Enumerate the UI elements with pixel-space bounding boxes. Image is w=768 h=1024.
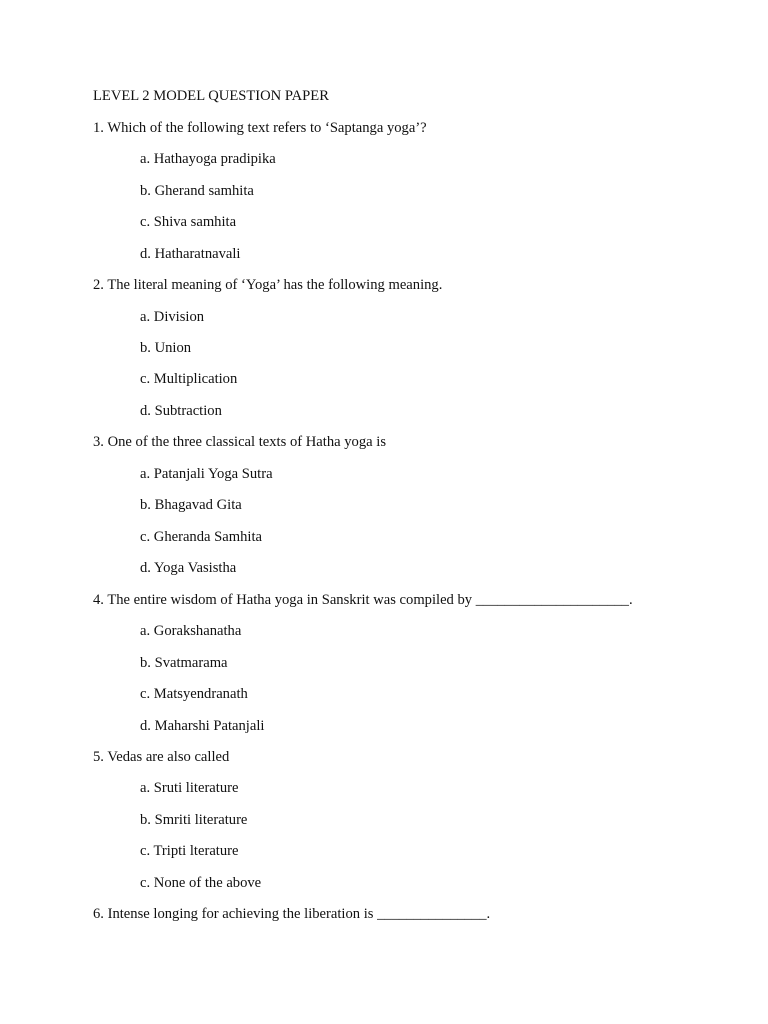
question-4-option-d: d. Maharshi Patanjali [140,718,265,734]
question-4-option-b: b. Svatmarama [140,655,228,671]
question-3-option-b: b. Bhagavad Gita [140,497,242,513]
question-5-option-d: c. None of the above [140,875,262,891]
question-3-option-a: a. Patanjali Yoga Sutra [140,466,273,482]
question-1-option-c: c. Shiva samhita [140,214,237,230]
question-3-option-d: d. Yoga Vasistha [140,560,237,576]
question-5-option-c: c. Tripti lterature [140,843,239,859]
question-1-option-b: b. Gherand samhita [140,183,254,199]
question-5: 5. Vedas are also called [93,749,230,765]
question-2-option-a: a. Division [140,309,205,325]
question-3-option-c: c. Gheranda Samhita [140,529,262,545]
question-3: 3. One of the three classical texts of Hatha yoga is [93,434,386,450]
question-5-option-b: b. Smriti literature [140,812,248,828]
question-1: 1. Which of the following text refers to ‘Saptanga yoga’? [93,120,427,136]
question-4: 4. The entire wisdom of Hatha yoga in Sanskrit was compiled by _____________________. [93,592,633,608]
question-6: 6. Intense longing for achieving the liberation is _______________. [93,906,491,922]
question-5-option-a: a. Sruti literature [140,780,239,796]
question-1-option-a: a. Hathayoga pradipika [140,151,276,167]
page-title: LEVEL 2 MODEL QUESTION PAPER [93,88,329,104]
question-1-option-d: d. Hatharatnavali [140,246,241,262]
question-2-option-b: b. Union [140,340,192,356]
question-2-option-c: c. Multiplication [140,371,238,387]
question-2-option-d: d. Subtraction [140,403,222,419]
question-4-option-c: c. Matsyendranath [140,686,248,702]
question-4-option-a: a. Gorakshanatha [140,623,242,639]
question-2: 2. The literal meaning of ‘Yoga’ has the following meaning. [93,277,443,293]
